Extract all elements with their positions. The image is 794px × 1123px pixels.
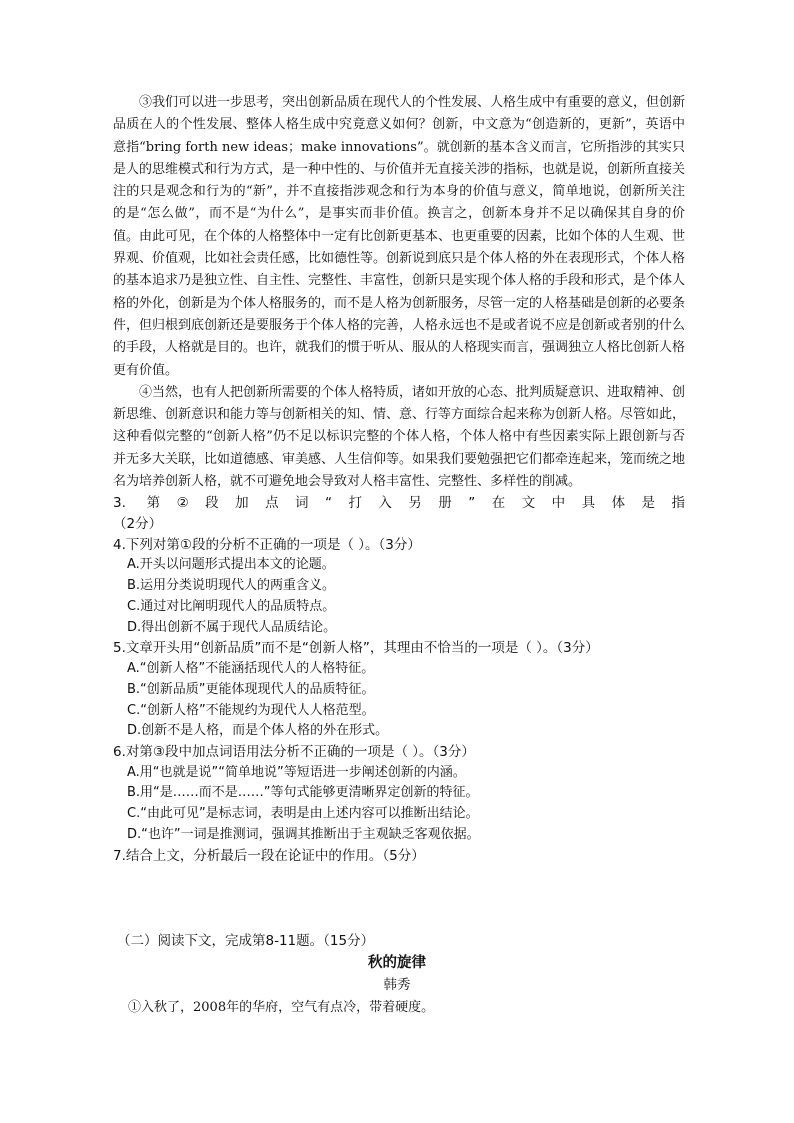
article-paragraph-1: ①入秋了，2008年的华府，空气有点冷，带着硬度。 [128,1000,435,1015]
question-6-option-b: B.用“是……而不是……”等句式能够更清晰界定创新的特征。 [127,785,479,801]
question-6-option-d: D.“也许”一词是推测词，强调其推断出于主观缺乏客观依据。 [127,827,480,843]
section-2-heading: （二）阅读下文，完成第8-11题。（15分） [117,933,375,949]
question-4-option-c: C.通过对比阐明现代人的品质特点。 [127,598,336,614]
question-4-option-b: B.运用分类说明现代人的两重含义。 [127,577,336,593]
question-5-option-b: B.“创新品质”更能体现现代人的品质特征。 [127,681,375,697]
paragraph-3: ③我们可以进一步思考，突出创新品质在现代人的个性发展、人格生成中有重要的意义，但创新品质在人的个性发展、整体人格生成中究竟意义如何？创新，中文意为“创造新的，更新”，英语中意指“bring forth new ideas；make innovations”。就创新的基本含义而言，它所指涉的其实只是人的思维模式和行为方式，是一种中性的、与价值并无直接关涉的指标，也就是说，创新所直接关注的只是观念和行为的“新”，并不直接指涉观念和行为本身的价值与意义，简单地说，创新所关注的是“怎么做”，而不是“为什么”，是事实而非价值。换言之，创新本身并不足以确保其自身的价值。由此可见，在个体的人格整体中一定有比创新更基本、也更重要的因素，比如个体的人生观、世界观、价值观，比如社会责任感，比如德性等。创新说到底只是个体人格的外在表现形式，个体人格的基本追求乃是独立性、自主性、完整性、丰富性，创新只是实现个体人格的手段和形式，是个体人格的外化，创新是为个体人格服务的，而不是人格为创新服务，尽管一定的人格基础是创新的必要条件，但归根到底创新还是要服务于个体人格的完善，人格永远也不是或者说不应是创新或者别的什么的手段，人格就是目的。也许，就我们的惯于听从、服从的人格现实而言，强调独立人格比创新人格更有价值。 [113,95,686,378]
question-5-option-a: A.“创新人格”不能涵括现代人的人格特征。 [127,660,375,676]
question-5: 5.文章开头用“创新品质”而不是“创新人格”，其理由不恰当的一项是（ ）。（3分） [113,640,599,657]
main-content [113,92,685,866]
question-3: 3. 第②段加点词“打入另册”在文中具体是指 [113,495,685,512]
question-4-option-d: D.得出创新不属于现代人品质结论。 [127,619,337,635]
question-6-option-a: A.用“也就是说”“简单地说”等短语进一步阐述创新的内涵。 [127,764,466,780]
question-5-option-d: D.创新不是人格，而是个体人格的外在形式。 [127,723,389,739]
article-author: 韩秀 [383,977,411,993]
question-3-score: （2分） [113,515,163,532]
question-7: 7.结合上文，分析最后一段在论证中的作用。（5分） [113,847,425,864]
question-5-option-c: C.“创新人格”不能规约为现代人人格范型。 [127,702,375,718]
paragraph-4: ④当然，也有人把创新所需要的个体人格特质，诸如开放的心态、批判质疑意识、进取精神、创新思维、创新意识和能力等与创新相关的知、情、意、行等方面综合起来称为创新人格。尽管如此，这种看似完整的“创新人格”仍不足以标识完整的个体人格，个体人格中有些因素实际上跟创新与否并无多大关联，比如道德感、审美感、人生信仰等。如果我们要勉强把它们都牵连起来，笼而统之地名为培养创新人格，就不可避免地会导致对人格丰富性、完整性、多样性的削减。 [113,384,686,490]
question-4: 4.下列对第①段的分析不正确的一项是（ ）。（3分） [113,536,421,553]
question-6: 6.对第③段中加点词语用法分析不正确的一项是（ ）。（3分） [113,744,475,761]
question-4-option-a: A.开头以问题形式提出本文的论题。 [127,557,335,573]
article-title: 秋的旋律 [368,955,426,971]
question-6-option-c: C.“由此可见”是标志词，表明是由上述内容可以推断出结论。 [127,806,479,822]
